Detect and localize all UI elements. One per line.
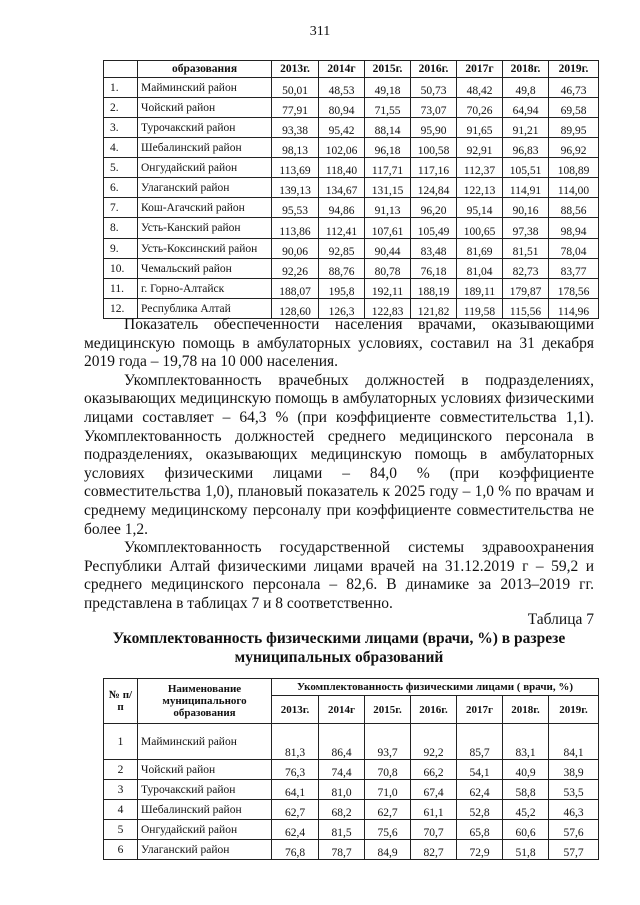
table1-value-cell: 83,77 <box>549 259 599 279</box>
table7-header-group: Укомплектованность физическими лицами ( врачи, %) <box>272 679 599 696</box>
table7-header-num: № п/п <box>104 679 138 724</box>
table1-value-cell: 107,61 <box>365 218 411 239</box>
table1-value-cell: 93,38 <box>272 118 319 138</box>
table1-value-cell: 95,14 <box>457 198 503 218</box>
table1-value-cell: 95,53 <box>272 198 319 218</box>
table1-row <box>104 259 599 279</box>
table7-value-cell: 65,8 <box>457 820 503 840</box>
table1-value-cell: 134,67 <box>319 178 365 198</box>
table1-district-name: Чойский район <box>138 98 272 118</box>
table1-value-cell: 70,26 <box>457 98 503 118</box>
table1-value-cell: 91,65 <box>457 118 503 138</box>
table1-row-number: 11. <box>104 279 138 299</box>
table1-district-name: Онгудайский район <box>138 158 272 178</box>
table1-value-cell: 94,86 <box>319 198 365 218</box>
table1-row-number: 10. <box>104 259 138 279</box>
table1-header-year: 2014г <box>319 61 365 78</box>
table1-value-cell: 105,51 <box>503 158 549 178</box>
table7-value-cell: 85,7 <box>457 724 503 760</box>
table1-value-cell: 73,07 <box>411 98 457 118</box>
table1-value-cell: 100,65 <box>457 218 503 239</box>
table7-value-cell: 92,2 <box>411 724 457 760</box>
table1-value-cell: 195,8 <box>319 279 365 299</box>
table-7-staffing <box>103 678 599 860</box>
table7-header-year: 2019г. <box>549 696 599 724</box>
table1-value-cell: 96,20 <box>411 198 457 218</box>
table1-value-cell: 83,48 <box>411 239 457 259</box>
table7-header-year: 2015г. <box>365 696 411 724</box>
table1-value-cell: 46,73 <box>549 78 599 98</box>
page-number: 311 <box>309 24 331 39</box>
table7-value-cell: 62,7 <box>272 800 319 820</box>
table1-value-cell: 92,91 <box>457 138 503 158</box>
table1-value-cell: 50,01 <box>272 78 319 98</box>
table7-header-year: 2018г. <box>503 696 549 724</box>
table1-value-cell: 78,04 <box>549 239 599 259</box>
paragraph: Укомплектованность государственной системы здравоохранения Республики Алтай физическими лицами врачей на 31.12.2019 г – 59,2 и среднего медицинского персонала – 82,6. В динамике за 2013–2019 гг. представлена в таблицах 7 и 8 соответственно. <box>84 539 594 612</box>
table7-header-year: 2014г <box>319 696 365 724</box>
table7-value-cell: 76,8 <box>272 840 319 860</box>
table1-header-name: образования <box>138 61 272 78</box>
table1-value-cell: 112,41 <box>319 218 365 239</box>
table1-value-cell: 91,21 <box>503 118 549 138</box>
table7-value-cell: 46,3 <box>549 800 599 820</box>
table-caption: Укомплектованность физическими лицами (врачи, %) в разрезе муниципальных образований <box>112 630 566 666</box>
table7-row-number: 6 <box>104 840 138 860</box>
table1-district-name: Кош-Агачский район <box>138 198 272 218</box>
table7-value-cell: 82,7 <box>411 840 457 860</box>
table1-value-cell: 90,44 <box>365 239 411 259</box>
table7-value-cell: 62,4 <box>457 780 503 800</box>
table7-value-cell: 52,8 <box>457 800 503 820</box>
table1-value-cell: 81,51 <box>503 239 549 259</box>
table1-row <box>104 118 599 138</box>
table1-value-cell: 112,37 <box>457 158 503 178</box>
table7-value-cell: 84,1 <box>549 724 599 760</box>
table1-value-cell: 121,82 <box>411 299 457 319</box>
table1-value-cell: 69,58 <box>549 98 599 118</box>
table1-value-cell: 124,84 <box>411 178 457 198</box>
table7-value-cell: 54,1 <box>457 760 503 780</box>
table1-row-number: 5. <box>104 158 138 178</box>
body-text <box>84 316 594 614</box>
table1-row <box>104 98 599 118</box>
table1-district-name: Майминский район <box>138 78 272 98</box>
table1-row <box>104 178 599 198</box>
table7-district-name: Улаганский район <box>138 840 272 860</box>
table1-row <box>104 239 599 259</box>
table7-row-number: 1 <box>104 724 138 760</box>
table7-value-cell: 81,0 <box>319 780 365 800</box>
table1-value-cell: 49,18 <box>365 78 411 98</box>
table1-header-year: 2018г. <box>503 61 549 78</box>
table1-district-name: Усть-Коксинский район <box>138 239 272 259</box>
paragraph: Показатель обеспеченности населения врачами, оказывающими медицинскую помощь в амбулаторных условиях, составил на 31 декабря 2019 года – 19,78 на 10 000 населения. <box>84 316 594 371</box>
table1-header-year: 2013г. <box>272 61 319 78</box>
table7-value-cell: 86,4 <box>319 724 365 760</box>
table7-district-name: Онгудайский район <box>138 820 272 840</box>
table7-district-name: Шебалинский район <box>138 800 272 820</box>
table1-value-cell: 90,16 <box>503 198 549 218</box>
paragraph: Укомплектованность врачебных должностей в подразделениях, оказывающих медицинскую помощь в амбулаторных условиях физическими лицами составляет – 64,3 % (при коэффициенте совместительства 1,1). Укомплектованность должностей среднего медицинского персонала в подразделениях, оказывающих медицинскую помощь в амбулаторных условиях физическими лицами – 84,0 % (при коэффициенте совместительства 1,0), плановый показатель к 2025 году – 1,0 % по врачам и среднему медицинскому персоналу при коэффициенте совместительства не более 1,2. <box>84 371 594 538</box>
table1-value-cell: 92,85 <box>319 239 365 259</box>
table1-value-cell: 95,90 <box>411 118 457 138</box>
table7-value-cell: 57,7 <box>549 840 599 860</box>
table1-value-cell: 49,8 <box>503 78 549 98</box>
table1-value-cell: 71,55 <box>365 98 411 118</box>
table7-value-cell: 81,3 <box>272 724 319 760</box>
table1-row-number: 12. <box>104 299 138 319</box>
table1-value-cell: 188,19 <box>411 279 457 299</box>
table1-header-year: 2016г. <box>411 61 457 78</box>
table7-value-cell: 74,4 <box>319 760 365 780</box>
table1-row-number: 9. <box>104 239 138 259</box>
table1-value-cell: 98,13 <box>272 138 319 158</box>
table1-row <box>104 138 599 158</box>
table7-row <box>104 820 599 840</box>
table7-row-number: 5 <box>104 820 138 840</box>
table7-value-cell: 64,1 <box>272 780 319 800</box>
table1-value-cell: 179,87 <box>503 279 549 299</box>
table1-row-number: 4. <box>104 138 138 158</box>
table1-row-number: 2. <box>104 98 138 118</box>
table7-value-cell: 58,8 <box>503 780 549 800</box>
table7-value-cell: 93,7 <box>365 724 411 760</box>
table1-district-name: г. Горно-Алтайск <box>138 279 272 299</box>
table7-row-number: 2 <box>104 760 138 780</box>
table1-value-cell: 131,15 <box>365 178 411 198</box>
table7-value-cell: 38,9 <box>549 760 599 780</box>
table7-value-cell: 78,7 <box>319 840 365 860</box>
table7-value-cell: 62,4 <box>272 820 319 840</box>
table1-row-number: 6. <box>104 178 138 198</box>
table1-row <box>104 158 599 178</box>
table7-value-cell: 76,3 <box>272 760 319 780</box>
table1-value-cell: 97,38 <box>503 218 549 239</box>
table7-value-cell: 61,1 <box>411 800 457 820</box>
table1-row <box>104 218 599 239</box>
table1-value-cell: 81,04 <box>457 259 503 279</box>
table7-value-cell: 68,2 <box>319 800 365 820</box>
table1-value-cell: 90,06 <box>272 239 319 259</box>
table1-value-cell: 178,56 <box>549 279 599 299</box>
table1-value-cell: 92,26 <box>272 259 319 279</box>
table1-value-cell: 122,83 <box>365 299 411 319</box>
table1-value-cell: 126,3 <box>319 299 365 319</box>
table1-value-cell: 117,16 <box>411 158 457 178</box>
table1-header-row <box>104 61 599 78</box>
table1-value-cell: 95,42 <box>319 118 365 138</box>
table1-row <box>104 78 599 98</box>
table1-row <box>104 198 599 218</box>
table1-value-cell: 76,18 <box>411 259 457 279</box>
table7-value-cell: 45,2 <box>503 800 549 820</box>
table7-header-year: 2017г <box>457 696 503 724</box>
table7-row <box>104 800 599 820</box>
table7-value-cell: 67,4 <box>411 780 457 800</box>
table7-header-row <box>104 679 599 696</box>
table1-value-cell: 128,60 <box>272 299 319 319</box>
table1-value-cell: 113,69 <box>272 158 319 178</box>
table7-header-name: Наименование муниципального образования <box>138 679 272 724</box>
table1-row-number: 3. <box>104 118 138 138</box>
table1-value-cell: 88,56 <box>549 198 599 218</box>
table7-district-name: Майминский район <box>138 724 272 760</box>
table7-district-name: Чойский район <box>138 760 272 780</box>
table1-row-number: 1. <box>104 78 138 98</box>
table1-value-cell: 88,76 <box>319 259 365 279</box>
table1-value-cell: 50,73 <box>411 78 457 98</box>
table1-value-cell: 100,58 <box>411 138 457 158</box>
table1-header-year: 2017г <box>457 61 503 78</box>
table1-row <box>104 279 599 299</box>
table1-district-name: Улаганский район <box>138 178 272 198</box>
table1-value-cell: 122,13 <box>457 178 503 198</box>
table1-header-year: 2015г. <box>365 61 411 78</box>
table1-value-cell: 119,58 <box>457 299 503 319</box>
table-label: Таблица 7 <box>527 611 594 628</box>
table1-value-cell: 81,69 <box>457 239 503 259</box>
table7-value-cell: 70,7 <box>411 820 457 840</box>
table1-value-cell: 82,73 <box>503 259 549 279</box>
table1-value-cell: 102,06 <box>319 138 365 158</box>
table1-value-cell: 117,71 <box>365 158 411 178</box>
table7-value-cell: 83,1 <box>503 724 549 760</box>
table7-row <box>104 724 599 760</box>
table1-value-cell: 139,13 <box>272 178 319 198</box>
table-doctors-provision <box>103 60 599 319</box>
table7-row-number: 3 <box>104 780 138 800</box>
table7-value-cell: 84,9 <box>365 840 411 860</box>
table7-value-cell: 66,2 <box>411 760 457 780</box>
table1-value-cell: 188,07 <box>272 279 319 299</box>
table1-value-cell: 192,11 <box>365 279 411 299</box>
table1-value-cell: 96,18 <box>365 138 411 158</box>
table1-value-cell: 48,53 <box>319 78 365 98</box>
table7-value-cell: 70,8 <box>365 760 411 780</box>
table7-value-cell: 81,5 <box>319 820 365 840</box>
table1-district-name: Чемальский район <box>138 259 272 279</box>
table1-value-cell: 91,13 <box>365 198 411 218</box>
table1-value-cell: 115,56 <box>503 299 549 319</box>
table1-value-cell: 114,00 <box>549 178 599 198</box>
table7-value-cell: 60,6 <box>503 820 549 840</box>
table1-value-cell: 96,83 <box>503 138 549 158</box>
table1-district-name: Республика Алтай <box>138 299 272 319</box>
table7-value-cell: 62,7 <box>365 800 411 820</box>
table1-header-year: 2019г. <box>549 61 599 78</box>
table1-header-blank <box>104 61 138 78</box>
table1-value-cell: 64,94 <box>503 98 549 118</box>
table7-value-cell: 57,6 <box>549 820 599 840</box>
table1-value-cell: 80,94 <box>319 98 365 118</box>
table1-district-name: Усть-Канский район <box>138 218 272 239</box>
table7-value-cell: 40,9 <box>503 760 549 780</box>
table1-value-cell: 105,49 <box>411 218 457 239</box>
table1-value-cell: 96,92 <box>549 138 599 158</box>
table1-value-cell: 88,14 <box>365 118 411 138</box>
table1-row-number: 8. <box>104 218 138 239</box>
table1-value-cell: 80,78 <box>365 259 411 279</box>
table7-row <box>104 760 599 780</box>
table7-value-cell: 75,6 <box>365 820 411 840</box>
table1-value-cell: 118,40 <box>319 158 365 178</box>
table7-row-number: 4 <box>104 800 138 820</box>
table1-row-number: 7. <box>104 198 138 218</box>
table7-value-cell: 51,8 <box>503 840 549 860</box>
table1-value-cell: 108,89 <box>549 158 599 178</box>
table7-row <box>104 780 599 800</box>
table7-value-cell: 71,0 <box>365 780 411 800</box>
table1-value-cell: 77,91 <box>272 98 319 118</box>
table7-value-cell: 72,9 <box>457 840 503 860</box>
table1-value-cell: 98,94 <box>549 218 599 239</box>
table1-value-cell: 114,91 <box>503 178 549 198</box>
table1-district-name: Турочакский район <box>138 118 272 138</box>
table1-value-cell: 89,95 <box>549 118 599 138</box>
table7-header-year: 2016г. <box>411 696 457 724</box>
table1-value-cell: 48,42 <box>457 78 503 98</box>
table7-district-name: Турочакский район <box>138 780 272 800</box>
table7-value-cell: 53,5 <box>549 780 599 800</box>
table1-value-cell: 114,96 <box>549 299 599 319</box>
table1-value-cell: 189,11 <box>457 279 503 299</box>
table1-value-cell: 113,86 <box>272 218 319 239</box>
table7-row <box>104 840 599 860</box>
table7-header-year: 2013г. <box>272 696 319 724</box>
table1-district-name: Шебалинский район <box>138 138 272 158</box>
